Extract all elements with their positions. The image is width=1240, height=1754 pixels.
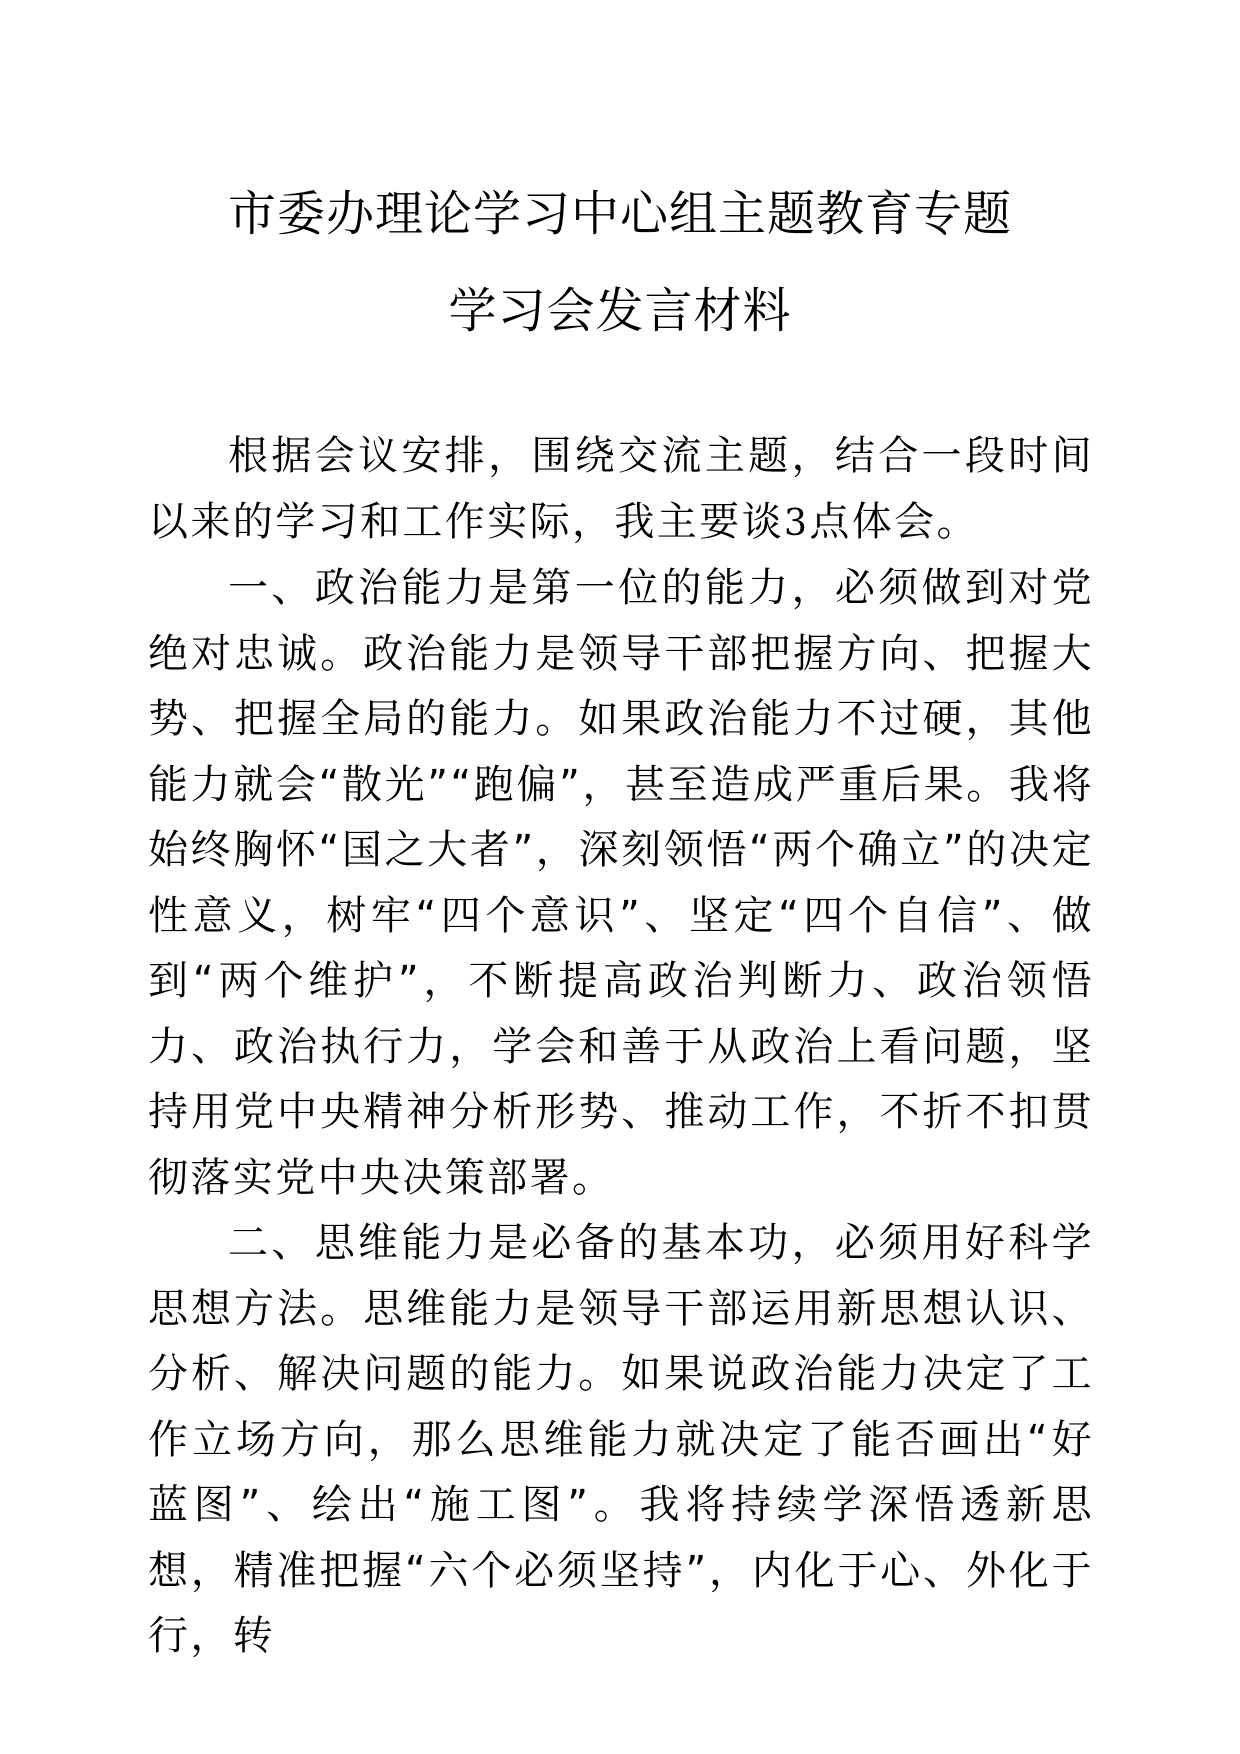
document-title-line-2: 学习会发言材料 — [448, 283, 792, 339]
paragraph-thinking-ability: 二、思维能力是必备的基本功，必须用好科学思想方法。思维能力是领导干部运用新思想认识、分析、解决问题的能力。如果说政治能力决定了工作立场方向，那么思维能力就决定了能否画出“好蓝图”、绘出“施工图”。我将持续学深悟透新思想，精准把握“六个必须坚持”，内化于心、外化于行，转 — [148, 1220, 1094, 1659]
paragraph-intro-text: 根据会议安排，围绕交流主题，结合一段时间以来的学习和工作实际，我主要谈 — [148, 433, 1094, 545]
paragraph-political-ability: 一、政治能力是第一位的能力，必须做到对党绝对忠诚。政治能力是领导干部把握方向、把握大势、把握全局的能力。如果政治能力不过硬，其他能力就会“散光”“跑偏”，甚至造成严重后果。我将始终胸怀“国之大者”，深刻领悟“两个确立”的决定性意义，树牢“四个意识”、坚定“四个自信”、做到“两个维护”，不断提高政治判断力、政治领悟力、政治执行力，学会和善于从政治上看问题，坚持用党中央精神分析形势、推动工作，不折不扣贯彻落实党中央决策部署。 — [148, 565, 1094, 1201]
document-body — [148, 424, 1094, 1670]
paragraph-intro-text-end: 点体会。 — [809, 498, 979, 545]
paragraph-intro-number: 3 — [784, 502, 810, 544]
document-title-line-1: 市委办理论学习中心组主题教育专题 — [227, 186, 1012, 242]
paragraph-intro — [148, 424, 1094, 556]
